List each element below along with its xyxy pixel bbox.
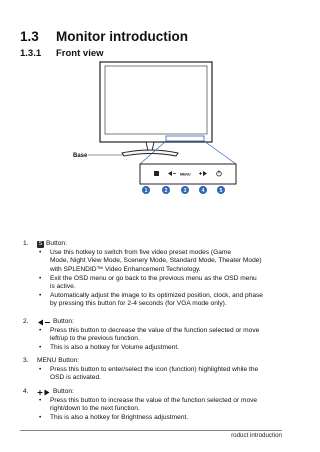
callout-1 [142, 186, 150, 194]
list-item: • Automatically adjust the image to its optimized position, clock, and phase by pressing this button for 2-4 seconds (for VGA mode only). [39, 292, 263, 308]
plus-right-icon [37, 389, 51, 396]
item-1-title [23, 240, 67, 249]
monitor-screen [105, 66, 207, 134]
subsection-number: 1.3.1 [20, 48, 42, 59]
item-label: Button: [53, 388, 74, 395]
item-number: 1. [23, 240, 29, 247]
svg-text:1: 1 [144, 188, 148, 194]
subsection-heading [20, 48, 104, 59]
svg-text:4: 4 [201, 188, 205, 194]
list-item: • Use this hotkey to switch from five video preset modes (Game Mode, Night View Mode, Scenery Mode, Standard Mode, Theater Mode) with SPLENDID™ Video Enhancement Technology. [39, 249, 262, 273]
subsection-title: Front view [56, 48, 104, 59]
item-number: 4. [23, 388, 29, 395]
item-3-title [23, 357, 80, 365]
list-item: • Press this button to increase the value of the function selected or move right/down to the next function. [39, 397, 258, 413]
svg-text:3: 3 [183, 188, 187, 194]
footer-rule [20, 430, 282, 431]
callout-2 [162, 186, 170, 194]
svg-text:5: 5 [219, 188, 223, 194]
section-heading [20, 29, 188, 44]
list-item: • Exit the OSD menu or go back to the previous menu as the OSD menu is active. [39, 274, 257, 290]
list-item: • Press this button to enter/select the icon (function) highlighted while the OSD is activated. [39, 366, 259, 382]
svg-text:2: 2 [164, 188, 168, 194]
section-title: Monitor introduction [56, 29, 188, 44]
callout-3 [181, 186, 189, 194]
list-item: • Press this button to decrease the value of the function selected or move left/up to the previous function. [39, 327, 260, 343]
item-label: Button: [53, 318, 74, 325]
s-button-icon [154, 171, 159, 176]
item-number: 2. [23, 318, 29, 325]
section-number: 1.3 [20, 29, 39, 44]
monitor-front-view-diagram [0, 60, 300, 235]
item-label: Button: [46, 240, 67, 248]
callout-5 [217, 186, 225, 194]
page-footer: roduct introduction [231, 432, 282, 439]
item-number: 3. [23, 357, 29, 364]
callout-4 [199, 186, 207, 194]
left-minus-icon [37, 319, 51, 326]
item-label: MENU Button: [37, 357, 80, 364]
menu-button-label: MENU [180, 172, 191, 177]
list-item: • This is also a hotkey for Volume adjustment. [39, 344, 180, 351]
callout-line-right [204, 141, 236, 164]
s-hotkey-icon: S [38, 241, 43, 247]
list-item: • This is also a hotkey for Brightness adjustment. [39, 414, 189, 421]
base-label: Base [73, 153, 88, 159]
